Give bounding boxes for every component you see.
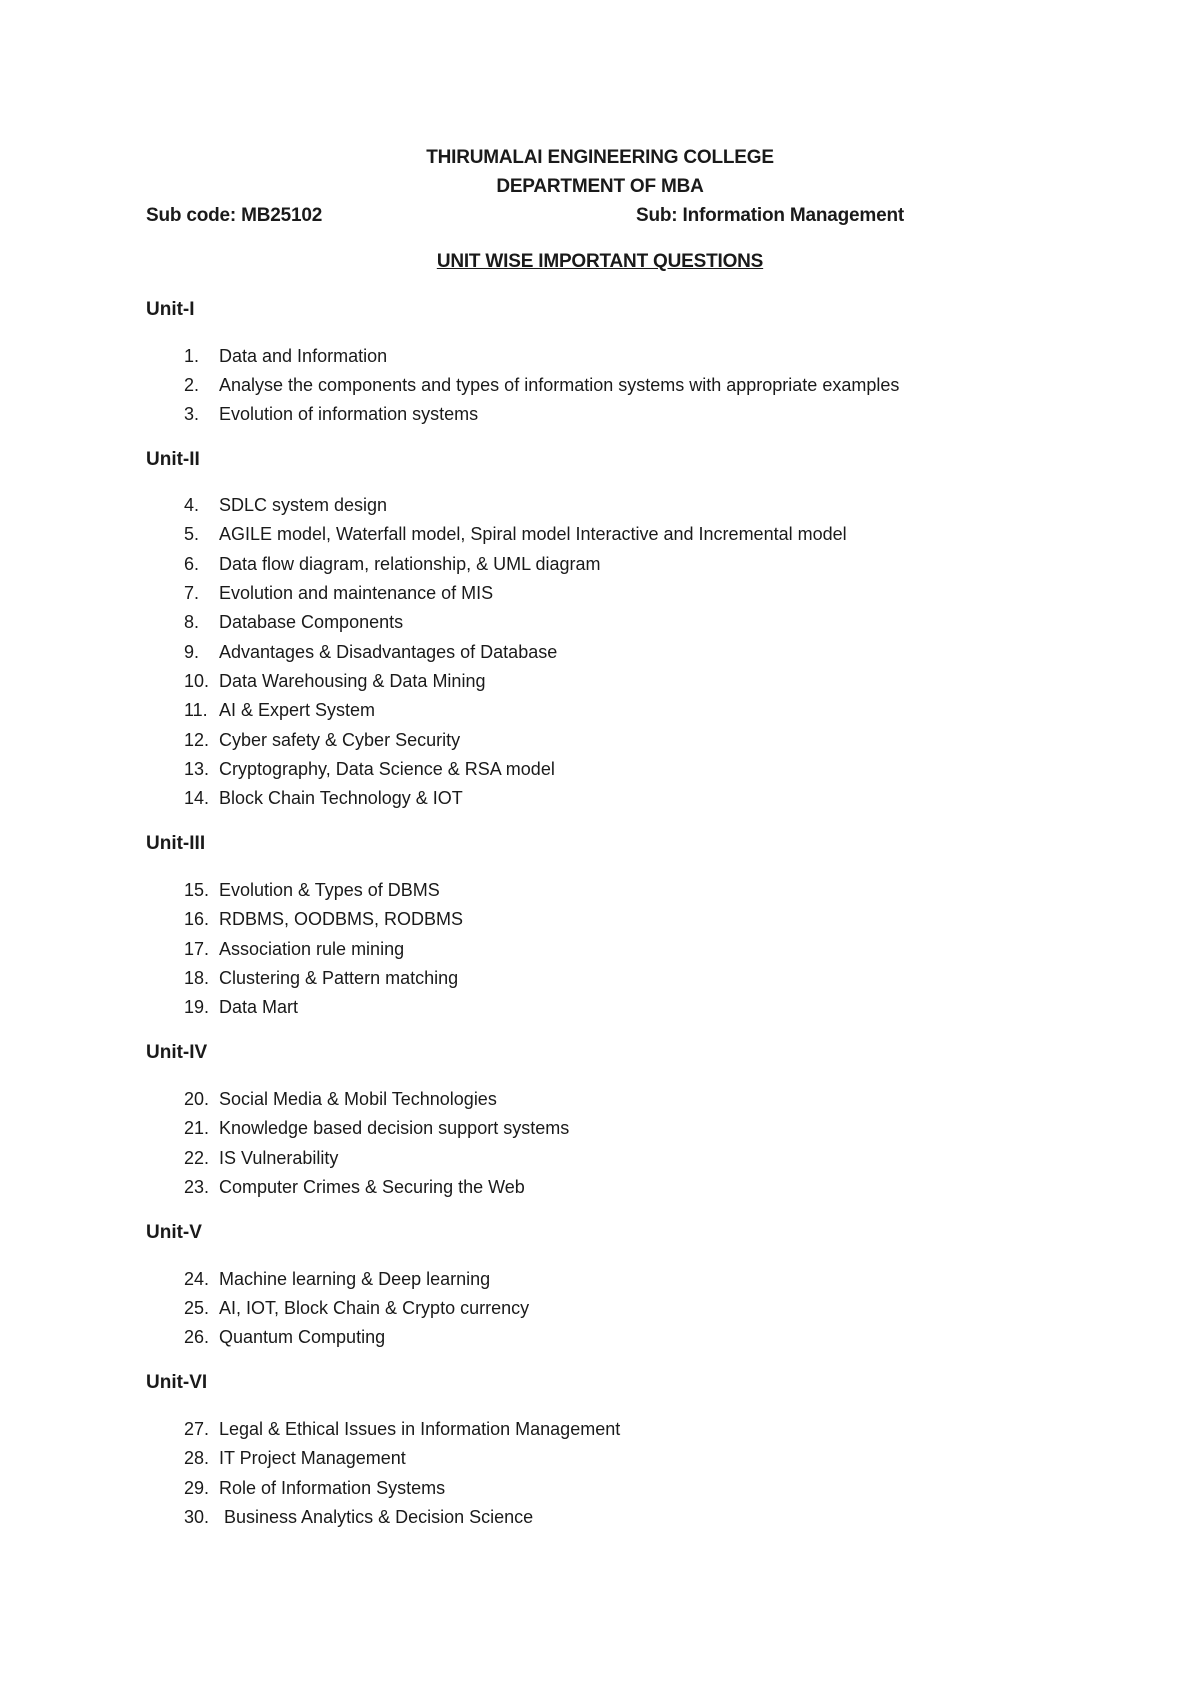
item-number: 10. [184,671,210,691]
list-item [146,1415,1046,1443]
item-text: RDBMS, OODBMS, RODBMS [219,909,464,929]
item-text: IT Project Management [219,1448,406,1468]
item-number: 21. [184,1118,210,1138]
item-text: Block Chain Technology & IOT [219,788,463,808]
item-number: 12. [184,730,210,750]
unit-heading: Unit-V [146,1222,202,1243]
list-item [146,1085,1046,1113]
item-number: 30. [184,1507,210,1527]
item-number: 5. [184,524,200,544]
item-text: Role of Information Systems [219,1478,446,1498]
item-number: 14. [184,788,210,808]
item-number: 28. [184,1448,210,1468]
item-number: 29. [184,1478,210,1498]
item-number: 6. [184,554,200,574]
list-item [146,1173,1046,1201]
unit-heading: Unit-II [146,449,200,470]
item-number: 18. [184,968,210,988]
subject-row [146,205,1046,231]
list-item [146,667,1046,695]
item-number: 2. [184,375,200,395]
item-text: Database Components [219,612,404,632]
item-number: 20. [184,1089,210,1109]
unit-heading: Unit-I [146,299,195,320]
list-item [146,1294,1046,1322]
subject-name: Sub: Information Management [636,205,904,226]
list-item [146,491,1046,519]
list-item [146,935,1046,963]
item-text: Legal & Ethical Issues in Information Management [219,1419,621,1439]
item-number: 22. [184,1148,210,1168]
item-text: Data and Information [219,346,388,366]
item-text: Business Analytics & Decision Science [219,1507,534,1527]
list-item [146,550,1046,578]
list-item [146,784,1046,812]
item-number: 13. [184,759,210,779]
item-number: 4. [184,495,200,515]
list-item [146,520,1046,548]
list-item [146,1265,1046,1293]
item-text: Knowledge based decision support systems [219,1118,570,1138]
sub-code: Sub code: MB25102 [146,205,323,226]
page-title: UNIT WISE IMPORTANT QUESTIONS [436,251,764,272]
item-number: 23. [184,1177,210,1197]
item-number: 24. [184,1269,210,1289]
list-item [146,579,1046,607]
item-number: 7. [184,583,200,603]
item-text: IS Vulnerability [219,1148,339,1168]
list-item [146,755,1046,783]
department-name: DEPARTMENT OF MBA [496,176,704,197]
item-text: Machine learning & Deep learning [219,1269,491,1289]
list-item [146,726,1046,754]
list-item [146,905,1046,933]
unit-heading: Unit-IV [146,1042,208,1063]
unit-heading: Unit-VI [146,1372,208,1393]
item-text: Analyse the components and types of information systems with appropriate examples [219,375,900,395]
item-text: Cryptography, Data Science & RSA model [219,759,555,779]
item-text: Clustering & Pattern matching [219,968,459,988]
item-text: Cyber safety & Cyber Security [219,730,461,750]
item-number: 19. [184,997,210,1017]
item-text: AI, IOT, Block Chain & Crypto currency [219,1298,530,1318]
list-item [146,993,1046,1021]
item-number: 16. [184,909,210,929]
item-number: 8. [184,612,200,632]
item-number: 25. [184,1298,210,1318]
list-item [146,400,1046,428]
item-text: AGILE model, Waterfall model, Spiral model Interactive and Incremental model [219,524,847,544]
college-name: THIRUMALAI ENGINEERING COLLEGE [426,147,774,168]
item-number: 26. [184,1327,210,1347]
list-item [146,1114,1046,1142]
item-number: 27. [184,1419,210,1439]
item-text: Computer Crimes & Securing the Web [219,1177,525,1197]
list-item [146,1144,1046,1172]
item-text: Evolution and maintenance of MIS [219,583,494,603]
list-item [146,1503,1046,1531]
list-item [146,371,1046,399]
item-text: Social Media & Mobil Technologies [219,1089,497,1109]
item-text: Data Mart [219,997,299,1017]
item-text: Evolution of information systems [219,404,479,424]
item-text: Advantages & Disadvantages of Database [219,642,558,662]
item-text: Data flow diagram, relationship, & UML diagram [219,554,601,574]
item-text: Evolution & Types of DBMS [219,880,440,900]
unit-heading: Unit-III [146,833,206,854]
list-item [146,638,1046,666]
item-number: 9. [184,642,200,662]
list-item [146,608,1046,636]
item-number: 15. [184,880,210,900]
item-number: 1. [184,346,200,366]
item-number: 17. [184,939,210,959]
item-text: Data Warehousing & Data Mining [219,671,486,691]
item-text: SDLC system design [219,495,388,515]
list-item [146,1444,1046,1472]
list-item [146,696,1046,724]
list-item [146,964,1046,992]
item-text: Quantum Computing [219,1327,386,1347]
list-item [146,342,1046,370]
item-number: 11. [184,700,208,720]
item-text: AI & Expert System [219,700,376,720]
list-item [146,876,1046,904]
item-number: 3. [184,404,200,424]
item-text: Association rule mining [219,939,405,959]
list-item [146,1474,1046,1502]
list-item [146,1323,1046,1351]
